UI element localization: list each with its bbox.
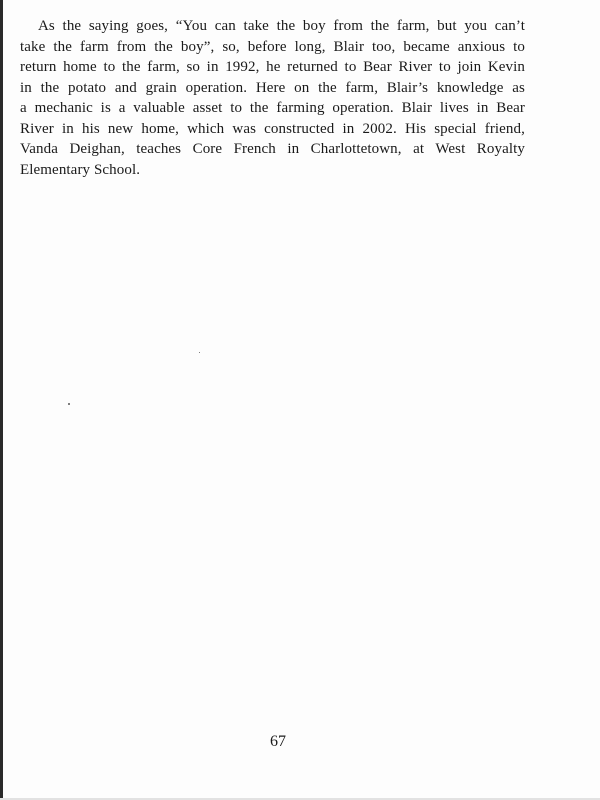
- paragraph-line-4: in the potato and grain operation. Here on the farm, Blair’s knowledge as: [20, 79, 525, 96]
- scan-speck: [199, 352, 200, 353]
- page-number: 67: [270, 733, 286, 750]
- paragraph-line-5: a mechanic is a valuable asset to the farming operation. Blair lives in Bear: [20, 100, 525, 116]
- paragraph-line-6: River in his new home, which was constructed in 2002. His special friend,: [20, 120, 525, 137]
- paragraph-line-2: take the farm from the boy”, so, before long, Blair too, became anxious to: [20, 38, 525, 55]
- paragraph-line-3: return home to the farm, so in 1992, he returned to Bear River to join Kevin: [20, 59, 525, 75]
- body-paragraph: [20, 16, 525, 180]
- paragraph-line-1: As the saying goes, “You can take the boy from the farm, but you can’t: [38, 18, 525, 34]
- paragraph-line-7: Vanda Deighan, teaches Core French in Charlottetown, at West Royalty: [20, 141, 525, 157]
- page-left-edge-shadow: [0, 0, 3, 800]
- paragraph-line-8: Elementary School.: [20, 161, 141, 178]
- scan-speck: [68, 403, 70, 405]
